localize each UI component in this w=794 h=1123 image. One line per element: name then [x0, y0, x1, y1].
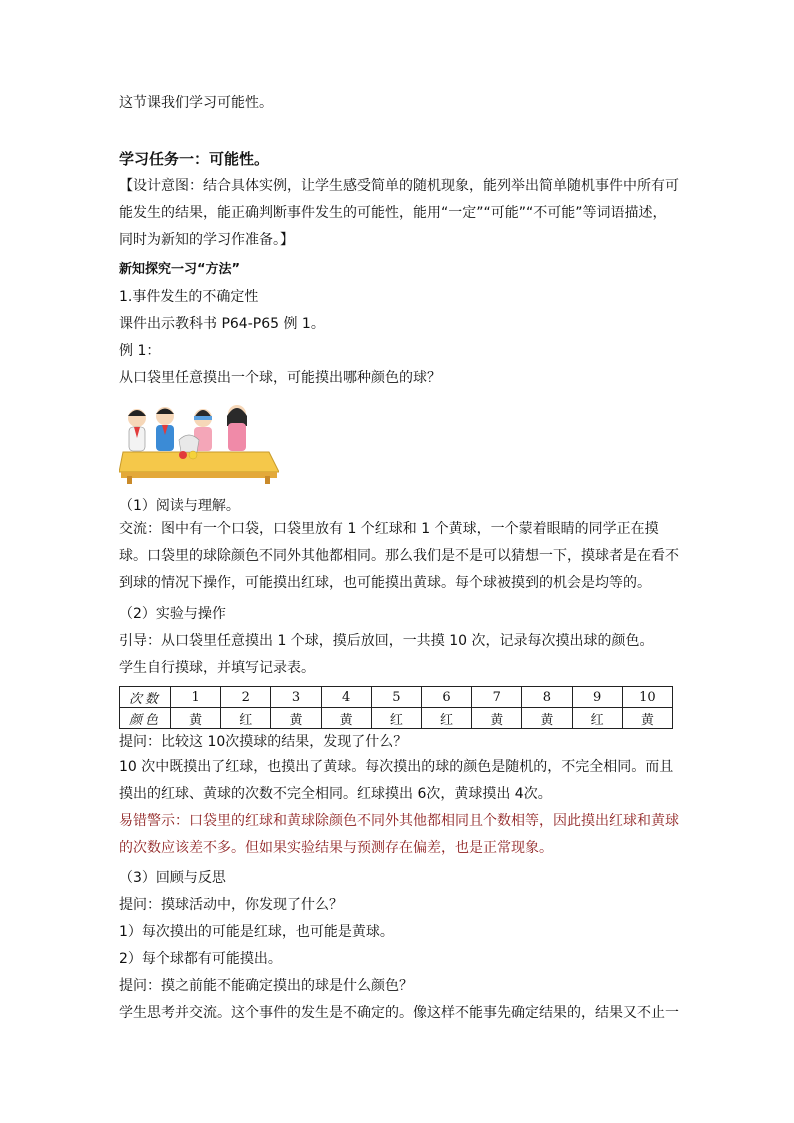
example-question: 从口袋里任意摸出一个球，可能摸出哪种颜色的球？: [119, 370, 441, 386]
record-instruction: 学生自行摸球，并填写记录表。: [119, 660, 315, 676]
table-cell: 4: [321, 687, 371, 708]
record-table: [119, 686, 673, 729]
table-cell: 红: [371, 708, 421, 729]
finding-2: 2）每个球都有可能摸出。: [119, 951, 282, 967]
found-question: 提问：摸球活动中，你发现了什么？: [119, 897, 343, 913]
table-cell: 黄: [622, 708, 672, 729]
table-cell: 9: [572, 687, 622, 708]
table-cell: 8: [522, 687, 572, 708]
children-illustration: [119, 400, 279, 484]
table-cell: 黄: [271, 708, 321, 729]
task-title: 学习任务一：可能性。: [119, 150, 270, 168]
table-cell: 黄: [321, 708, 371, 729]
table-cell: 红: [572, 708, 622, 729]
design-intent: 【设计意图：结合具体实例，让学生感受简单的随机现象，能列举出简单随机事件中所有可能发生的结果，能正确判断事件发生的可能性，能用“一定”“可能”“不可能”等词语描述，同时为新知的学习作准备。】: [119, 178, 679, 248]
finding-1: 1）每次摸出的可能是红球，也可能是黄球。: [119, 924, 394, 940]
table-cell: 7: [472, 687, 522, 708]
item-1: 1.事件发生的不确定性: [119, 289, 259, 305]
table-row: [120, 687, 673, 708]
table-row: [120, 708, 673, 729]
step-2: （2）实验与操作: [119, 606, 226, 622]
table-cell: 黄: [522, 708, 572, 729]
row-head-count: 次数: [120, 687, 171, 708]
exchange-text: 交流：图中有一个口袋，口袋里放有 1 个红球和 1 个黄球，一个蒙着眼睛的同学正在摸球。口袋里的球除颜色不同外其他都相同。那么我们是不是可以猜想一下，摸球者是在看不到球的情况下操作，可能摸出红球，也可能摸出黄球。每个球被摸到的机会是均等的。: [119, 521, 679, 591]
table-cell: 3: [271, 687, 321, 708]
step-1: （1）阅读与理解。: [119, 498, 240, 514]
table-cell: 红: [421, 708, 471, 729]
intro-text: 这节课我们学习可能性。: [119, 95, 273, 111]
table-cell: 6: [421, 687, 471, 708]
table-cell: 红: [221, 708, 271, 729]
before-question: 提问：摸之前能不能确定摸出的球是什么颜色？: [119, 978, 413, 994]
discussion-text: 学生思考并交流。这个事件的发生是不确定的。像这样不能事先确定结果的，结果又不止一: [119, 1005, 679, 1021]
row-head-color: 颜色: [120, 708, 171, 729]
section-heading: 新知探究一习“方法”: [119, 262, 241, 277]
table-cell: 黄: [472, 708, 522, 729]
table-cell: 5: [371, 687, 421, 708]
warning-text: 易错警示：口袋里的红球和黄球除颜色不同外其他都相同且个数相等，因此摸出红球和黄球的次数应该差不多。但如果实验结果与预测存在偏差，也是正常现象。: [119, 813, 679, 856]
table-cell: 2: [221, 687, 271, 708]
table-cell: 1: [171, 687, 221, 708]
table-cell: 10: [622, 687, 672, 708]
table-cell: 黄: [171, 708, 221, 729]
example-label: 例 1：: [119, 343, 161, 359]
guide-text: 引导：从口袋里任意摸出 1 个球，摸后放回，一共摸 10 次，记录每次摸出球的颜色。: [119, 633, 654, 649]
step-3: （3）回顾与反思: [119, 870, 226, 886]
compare-question: 提问：比较这 10次摸球的结果，发现了什么？: [119, 734, 408, 750]
courseware-note: 课件出示教科书 P64-P65 例 1。: [119, 316, 325, 332]
result-text: 10 次中既摸出了红球，也摸出了黄球。每次摸出的球的颜色是随机的，不完全相同。而且摸出的红球、黄球的次数不完全相同。红球摸出 6次，黄球摸出 4次。: [119, 759, 674, 802]
